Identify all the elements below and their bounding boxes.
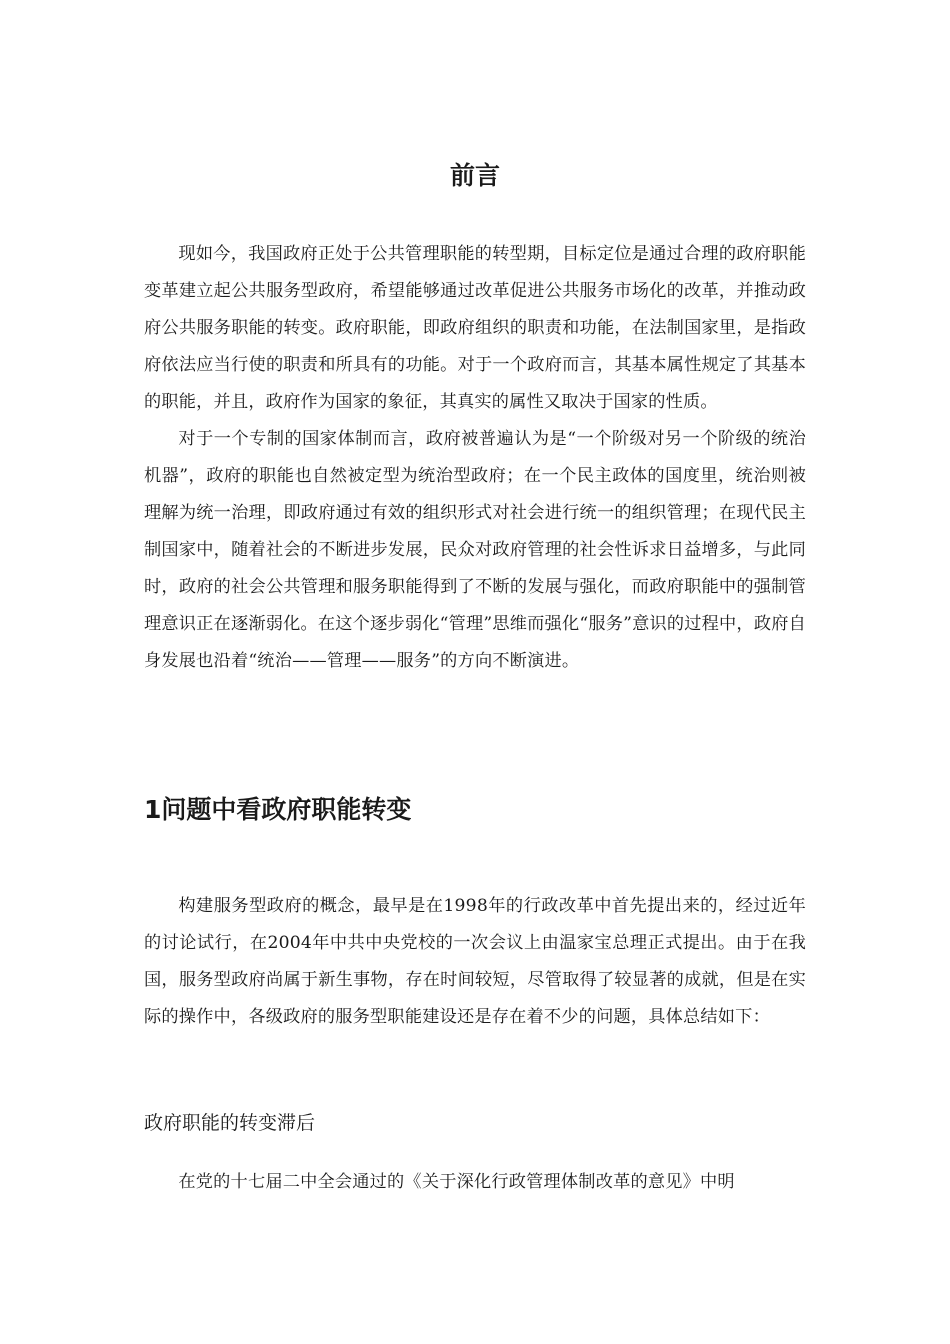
intro-paragraph-2: 对于一个专制的国家体制而言，政府被普遍认为是“一个阶级对另一个阶级的统治机器”，政府的职能也自然被定型为统治型政府；在一个民主政体的国度里，统治则被理解为统一治理，即政府通过有效的组织形式对社会进行统一的组织管理；在现代民主制国家中，随着社会的不断进步发展，民众对政府管理的社会性诉求日益增多，与此同时，政府的社会公共管理和服务职能得到了不断的发展与强化，而政府职能中的强制管理意识正在逐渐弱化。在这个逐步弱化“管理”思维而强化“服务”意识的过程中，政府自身发展也沿着“统治——管理——服务”的方向不断演进。 bbox=[144, 429, 806, 671]
subsection-paragraph: 在党的十七届二中全会通过的《关于深化行政管理体制改革的意见》中明 bbox=[178, 1172, 735, 1192]
section-body bbox=[144, 888, 806, 1036]
intro-paragraph-1: 现如今，我国政府正处于公共管理职能的转型期，目标定位是通过合理的政府职能变革建立起公共服务型政府，希望能够通过改革促进公共服务市场化的改革，并推动政府公共服务职能的转变。政府职能，即政府组织的职责和功能，在法制国家里，是指政府依法应当行使的职责和所具有的功能。对于一个政府而言，其基本属性规定了其基本的职能，并且，政府作为国家的象征，其真实的属性又取决于国家的性质。 bbox=[144, 244, 806, 412]
subsection-body bbox=[144, 1164, 806, 1201]
subsection-heading: 政府职能的转变滞后 bbox=[144, 1112, 316, 1134]
intro-section bbox=[144, 236, 806, 680]
page-title: 前言 bbox=[449, 161, 500, 190]
section-heading: 1问题中看政府职能转变 bbox=[144, 795, 412, 824]
section-paragraph: 构建服务型政府的概念，最早是在1998年的行政改革中首先提出来的，经过近年的讨论试行，在2004年中共中央党校的一次会议上由温家宝总理正式提出。由于在我国，服务型政府尚属于新生事物，存在时间较短，尽管取得了较显著的成就，但是在实际的操作中，各级政府的服务型职能建设还是存在着不少的问题，具体总结如下： bbox=[144, 896, 806, 1027]
